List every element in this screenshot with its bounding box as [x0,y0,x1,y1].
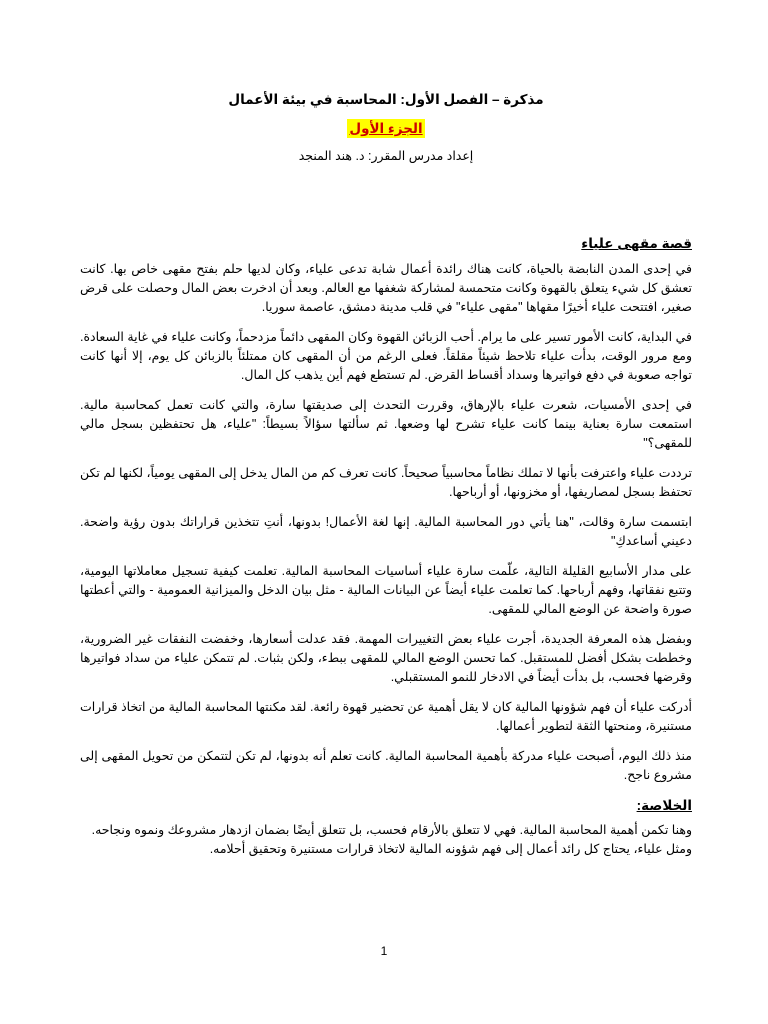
part-label-wrapper [80,119,692,139]
paragraph: في البداية، كانت الأمور تسير على ما يرام. أحب الزبائن القهوة وكان المقهى دائماً مزدحماً، وكانت علياء في غاية السعادة. ومع مرور الوقت، بدأت علياء تلاحظ شيئاً مقلقاً. فعلى الرغم من أن المقهى كان ممتلئاً بالزبائن كل يوم، إلا أنها كانت تواجه صعوبة في دفع فواتيرها وسداد أقساط القرض. لم تستطع فهم أين يذهب كل المال. [80,330,692,382]
paragraph: منذ ذلك اليوم، أصبحت علياء مدركة بأهمية المحاسبة المالية. كانت تعلم أنه بدونها، لم تكن لتتمكن من تحويل المقهى إلى مشروع ناجح. [80,749,692,782]
part-label: الجزء الأول [349,121,423,136]
section-heading: قصة مقهى علياء [581,236,692,251]
paragraph: ابتسمت سارة وقالت، "هنا يأتي دور المحاسبة المالية. إنها لغة الأعمال! بدونها، أنتِ تتخذين قراراتك بدون رؤية واضحة. دعيني أساعدكِ" [80,515,692,548]
paragraph: على مدار الأسابيع القليلة التالية، علّمت سارة علياء أساسيات المحاسبة المالية. تعلمت كيفية تسجيل معاملاتها اليومية، وتتبع نفقاتها، وفهم أرباحها. كما تعلمت علياء أيضاً عن البيانات المالية - مثل بيان الدخل والميزانية العمومية - والتي أعطتها صورة واضحة عن الوضع المالي للمقهى. [80,564,692,616]
summary-line: وهنا تكمن أهمية المحاسبة المالية. فهي لا تتعلق بالأرقام فحسب، بل تتعلق أيضًا بضمان ازدهار مشروعك ونموه ونجاحه. [91,823,692,837]
summary-line: ومثل علياء، يحتاج كل رائد أعمال إلى فهم شؤونه المالية لاتخاذ قرارات مستنيرة وتحقيق أحلامه. [209,842,692,856]
paragraph: أدركت علياء أن فهم شؤونها المالية كان لا يقل أهمية عن تحضير قهوة رائعة. لقد مكنتها المحاسبة المالية من اتخاذ قرارات مستنيرة، ومنحتها الثقة لتطوير أعمالها. [80,700,692,733]
paragraph: وبفضل هذه المعرفة الجديدة، أجرت علياء بعض التغييرات المهمة. فقد عدلت أسعارها، وخفضت النفقات غير الضرورية، وخططت بشكل أفضل للمستقبل. كما تحسن الوضع المالي للمقهى ببطء، ولكن بثبات. لم تتمكن علياء من سداد فواتيرها وقرضها فحسب، بل بدأت أيضاً في الادخار للنمو المستقبلي. [80,632,692,684]
document-body [80,90,692,859]
author-line: إعداد مدرس المقرر: د. هند المنجد [298,149,474,163]
paragraph: في إحدى الأمسيات، شعرت علياء بالإرهاق، وقررت التحدث إلى صديقتها سارة، والتي كانت تعمل كمحاسبة مالية. استمعت سارة بعناية بينما كانت علياء تشرح لها وضعها. ثم سألتها سؤالاً بسيطاً: "علياء، هل تحتفظين بسجل مالي للمقهى؟" [80,398,692,450]
summary-heading: الخلاصة: [636,798,692,813]
paragraph: في إحدى المدن النابضة بالحياة، كانت هناك رائدة أعمال شابة تدعى علياء، وكان لديها حلم بفتح مقهى خاص بها. كانت تعشق كل شيء يتعلق بالقهوة وكانت متحمسة لمشاركة شغفها مع العالم. وبعد أن ادخرت بعض المال وحصلت على قرض صغير، افتتحت علياء أخيرًا مقهاها "مقهى علياء" في قلب مدينة دمشق، عاصمة سوريا. [80,262,692,314]
document-title: مذكرة – الفصل الأول: المحاسبة في بيئة الأعمال [228,92,544,107]
page-number: 1 [380,944,388,958]
paragraph: ترددت علياء واعترفت بأنها لا تملك نظاماً محاسبياً صحيحاً. كانت تعرف كم من المال يدخل إلى المقهى يومياً، لكنها لم تكن تحتفظ بسجل لمصاريفها، أو مخزونها، أو أرباحها. [80,466,692,499]
